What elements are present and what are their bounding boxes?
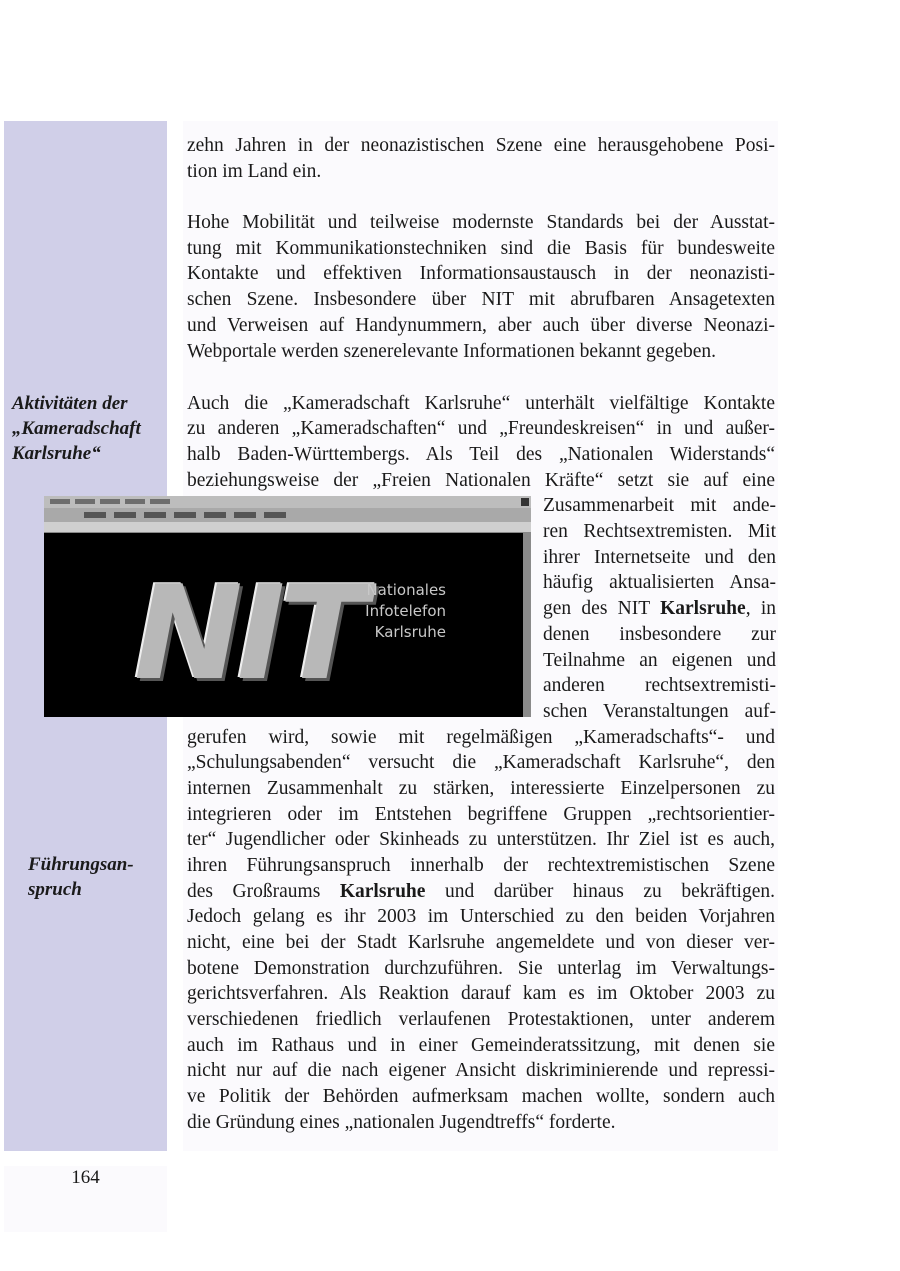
text-line: schen Veranstaltungen auf-: [543, 701, 776, 722]
text-line: anderen rechtsextremisti-: [543, 675, 776, 696]
text-line: Auch die „Kameradschaft Karlsruhe“ unterhält vielfältige Kontakte: [187, 393, 775, 414]
text-line: gen des NIT Karlsruhe, in: [543, 598, 776, 619]
text-line: denen insbesondere zur: [543, 624, 776, 645]
text-line: ihren Führungsanspruch innerhalb der rechtextremistischen Szene: [187, 855, 775, 876]
nit-screenshot-figure: [44, 496, 531, 717]
text-line: integrieren oder im Entstehen begriffene Gruppen „rechtsorientier-: [187, 804, 775, 825]
figure-toolbar: [44, 508, 531, 522]
text-line: die Gründung eines „nationalen Jugendtreffs“ forderte.: [187, 1112, 616, 1133]
text-line: Hohe Mobilität und teilweise modernste Standards bei der Ausstat-: [187, 212, 775, 233]
text-line: tion im Land ein.: [187, 161, 322, 182]
text-line: nicht nur auf die nach eigener Ansicht diskriminierende und repressi-: [187, 1060, 775, 1081]
text-line: ter“ Jugendlicher oder Skinheads zu unterstützen. Ihr Ziel ist es auch,: [187, 829, 775, 850]
figure-address-bar: [44, 522, 531, 533]
text-line: des Großraums Karlsruhe und darüber hinaus zu bekräftigen.: [187, 881, 775, 902]
text-line: zu anderen „Kameradschaften“ und „Freundeskreisen“ in und außer-: [187, 418, 775, 439]
text-line: ve Politik der Behörden aufmerksam machen wollte, sondern auch: [187, 1086, 775, 1107]
text-line: ren Rechtsextremisten. Mit: [543, 521, 776, 542]
text-line: gerufen wird, sowie mit regelmäßigen „Kameradschafts“- und: [187, 727, 775, 748]
text-line: ihrer Internetseite und den: [543, 547, 776, 568]
text-line: Kontakte und effektiven Informationsaustausch in der neonazisti-: [187, 263, 775, 284]
text-line: internen Zusammenhalt zu stärken, interessierte Einzelpersonen zu: [187, 778, 775, 799]
text-line: und Verweisen auf Handynummern, aber auch über diverse Neonazi-: [187, 315, 775, 336]
text-line: Jedoch gelang es ihr 2003 im Unterschied zu den beiden Vorjahren: [187, 906, 775, 927]
nit-caption: Nationales Infotelefon Karlsruhe: [365, 581, 446, 641]
text-line: botene Demonstration durchzuführen. Sie unterlag im Verwaltungs-: [187, 958, 775, 979]
text-line: häufig aktualisierten Ansa-: [543, 572, 776, 593]
text-line: tung mit Kommunikationstechniken sind die Basis für bundesweite: [187, 238, 775, 259]
text-line: zehn Jahren in der neonazistischen Szene eine herausgehobene Posi-: [187, 135, 775, 156]
margin-note-leadership: Führungsan- spruch: [28, 854, 134, 900]
text-line: gerichtsverfahren. Als Reaktion darauf kam es im Oktober 2003 zu: [187, 983, 775, 1004]
text-line: schen Szene. Insbesondere über NIT mit abrufbaren Ansagetexten: [187, 289, 775, 310]
figure-menubar: [44, 496, 531, 508]
text-line: Webportale werden szenerelevante Informationen bekannt gegeben.: [187, 341, 717, 362]
page-number: 164: [71, 1167, 100, 1188]
nit-logo: NIT: [134, 557, 362, 709]
text-line: nicht, eine bei der Stadt Karlsruhe angemeldete und von dieser ver-: [187, 932, 775, 953]
text-line: „Schulungsabenden“ versucht die „Kameradschaft Karlsruhe“, den: [187, 752, 775, 773]
figure-scrollbar: [523, 532, 531, 717]
text-line: halb Baden-Württembergs. Als Teil des „Nationalen Widerstands“: [187, 444, 775, 465]
text-line: beziehungsweise der „Freien Nationalen Kräfte“ setzt sie auf eine: [187, 470, 775, 491]
text-line: Teilnahme an eigenen und: [543, 650, 776, 671]
figure-close-icon: [521, 498, 529, 506]
text-line: auch im Rathaus und in einer Gemeinderatssitzung, mit denen sie: [187, 1035, 775, 1056]
text-line: Zusammenarbeit mit ande-: [543, 495, 776, 516]
text-line: verschiedenen friedlich verlaufenen Protestaktionen, unter anderem: [187, 1009, 775, 1030]
margin-note-activities: Aktivitäten der „Kameradschaft Karlsruhe“: [12, 393, 141, 464]
